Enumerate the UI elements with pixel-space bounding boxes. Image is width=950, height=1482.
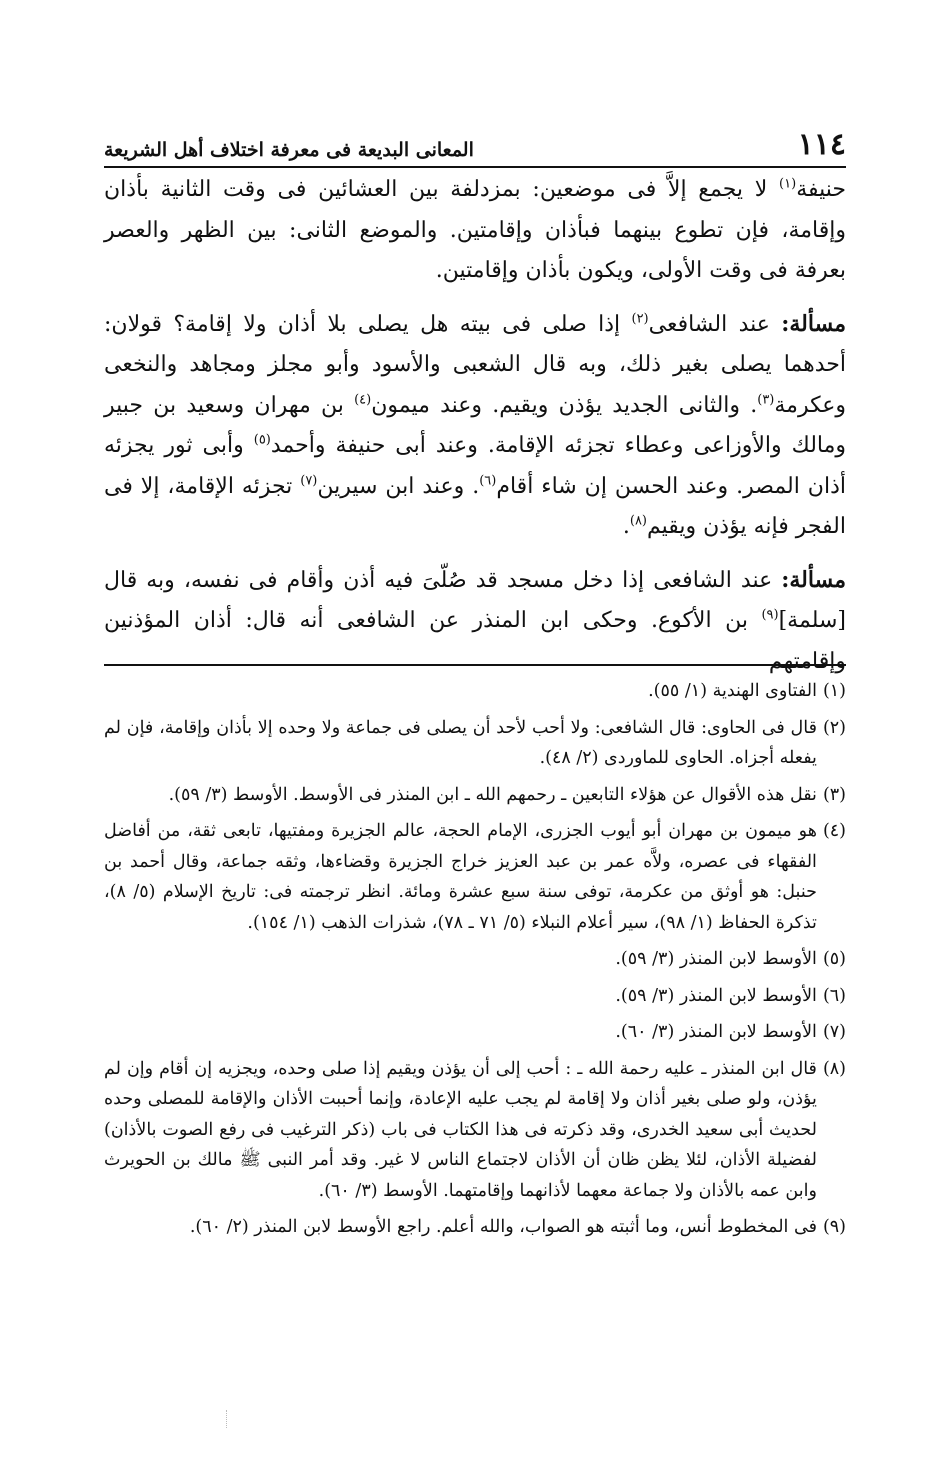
- footnote: [104, 944, 846, 975]
- footnote: [104, 676, 846, 707]
- text-run: . والثانى الجديد يؤذن ويقيم. وعند ميمون: [371, 392, 758, 418]
- text-run: لا يجمع إلاَّ فى موضعين: بمزدلفة بين العشائين فى وقت الثانية بأذان وإقامة، فإن تطوع بينهما فبأذان وإقامتين. والموضع الثانى: بين الظهر والعصر بعرفة فى وقت الأولى، ويكون بأذان وإقامتين.: [104, 177, 846, 283]
- footnote-divider: [104, 664, 846, 666]
- running-title: المعانى البديعة فى معرفة اختلاف أهل الشريعة: [104, 139, 474, 161]
- page-header: [104, 118, 846, 168]
- footnote-text: الأوسط لابن المنذر (٣/ ٥٩).: [615, 949, 817, 969]
- scan-mark: [226, 1410, 228, 1428]
- footnote-ref: (٩): [761, 607, 779, 623]
- issue-label: مسألة:: [781, 310, 846, 337]
- footnote-text: الأوسط لابن المنذر (٣/ ٦٠).: [615, 1022, 817, 1042]
- text-run: .: [622, 514, 630, 539]
- footnote-number: (٤): [822, 821, 846, 841]
- footnote-number: (٨): [822, 1058, 846, 1079]
- text-run: إذا صلى فى بيته هل يصلى بلا أذان ولا إقامة؟ قولان: أحدهما يصلى بغير ذلك، وبه قال الشعبى والأسود وأبو مجلز ومجاهد والنخعى وعكرمة: [104, 311, 846, 418]
- text-run: وأبى ثور يجزئه أذان المصر. وعند الحسن إن شاء أقام: [104, 433, 846, 499]
- issue-label: مسألة:: [781, 566, 846, 593]
- footnote-text: الأوسط لابن المنذر (٣/ ٥٩).: [615, 985, 817, 1006]
- text-run: . وعند ابن سيرين: [317, 473, 480, 499]
- footnote-ref: (٧): [300, 473, 318, 489]
- text-run: تجزئه الإقامة، إلا فى الفجر فإنه يؤذن ويقيم: [104, 473, 846, 539]
- footnote-number: (٣): [822, 784, 846, 805]
- footnote-ref: (١): [779, 176, 797, 192]
- footnote-number: (٦): [822, 985, 846, 1006]
- main-text: [104, 170, 846, 694]
- footnote-text: الفتاوى الهندية (١/ ٥٥).: [648, 681, 817, 701]
- footnote-number: (٥): [822, 949, 846, 969]
- footnote-number: (١): [822, 681, 846, 701]
- text-run: عند الشافعى إذا دخل مسجد قد صُلّىَ فيه أذن وأقام فى نفسه، وبه قال [سلمة]: [104, 567, 846, 633]
- footnote: [104, 816, 846, 938]
- footnote-text: هو ميمون بن مهران أبو أيوب الجزرى، الإمام الحجة، عالم الجزيرة ومفتيها، تابعى ثقة، من أفاضل الفقهاء فى عصره، ولاَّه عمر بن عبد العزيز خراج الجزيرة وقضاءها، وثقه جماعة، وقال أحمد بن حنبل: هو أوثق من عكرمة، توفى سنة سبع عشرة ومائة. انظر ترجمته فى: تاريخ الإسلام (٥/ ٨)، تذكرة الحفاظ (١/ ٩٨)، سير أعلام النبلاء (٥/ ٧١ ـ ٧٨)، شذرات الذهب (١/ ١٥٤).: [104, 821, 817, 933]
- footnote-ref: (٦): [479, 473, 497, 489]
- footnote-text: نقل هذه الأقوال عن هؤلاء التابعين ـ رحمهم الله ـ ابن المنذر فى الأوسط. الأوسط (٣/ ٥٩).: [168, 784, 817, 805]
- footnote-ref: (٥): [253, 432, 271, 448]
- footnote: [104, 780, 846, 811]
- footnote-number: (٩): [822, 1217, 846, 1237]
- text-run: بن الأكوع. وحكى ابن المنذر عن الشافعى أنه قال: أذان المؤذنين وإقامتهم: [104, 608, 846, 674]
- footnote-text: قال فى الحاوى: قال الشافعى: ولا أحب لأحد أن يصلى فى جماعة ولا وحده إلا بأذان وإقامة، فإن لم يفعله أجزاه. الحاوى للماوردى (٢/ ٤٨).: [104, 717, 817, 768]
- footnote-ref: (٣): [757, 392, 775, 408]
- footnote-text: قال ابن المنذر ـ عليه رحمة الله ـ : أحب إلى أن يؤذن ويقيم إذا صلى وحده، ويجزيه إن أقام وإن لم يؤذن، ولو صلى بغير أذان ولا إقامة لم يجب عليه الإعادة، وإنما أحببت الأذان والإقامة للمصلى وحده لحديث أبى سعيد الخدرى، وقد ذكرته فى هذا الكتاب فى باب (ذكر الترغيب فى رفع الصوت بالأذان) لفضيلة الأذان، لئلا يظن ظان أن الأذان لاجتماع الناس لا غير. وقد أمر النبى ﷺ مالك بن الحويرث وابن عمه بالأذان ولا جماعة معهما لأذانهما وإقامتهما. الأوسط (٣/ ٦٠).: [104, 1058, 817, 1201]
- footnote: [104, 1212, 846, 1243]
- paragraph-2: [104, 304, 846, 548]
- footnote-number: (٧): [822, 1022, 846, 1042]
- footnote-ref: (٢): [631, 311, 649, 327]
- footnote-number: (٢): [822, 717, 846, 738]
- footnote: [104, 1017, 846, 1048]
- footnotes: [104, 676, 846, 1249]
- text-run: عند الشافعى: [648, 311, 782, 337]
- text-run: حنيفة: [796, 177, 846, 202]
- paragraph-1: [104, 170, 846, 292]
- footnote: [104, 981, 846, 1012]
- footnote: [104, 713, 846, 774]
- footnote-ref: (٨): [629, 513, 647, 529]
- page-number: ١١٤: [797, 127, 846, 162]
- footnote: [104, 1054, 846, 1207]
- footnote-text: فى المخطوط أنس، وما أثبته هو الصواب، والله أعلم. راجع الأوسط لابن المنذر (٢/ ٦٠).: [189, 1217, 817, 1237]
- footnote-ref: (٤): [354, 392, 372, 408]
- text-run: بن مهران وسعيد بن جبير ومالك والأوزاعى وعطاء تجزئه الإقامة. وعند أبى حنيفة وأحمد: [104, 392, 847, 458]
